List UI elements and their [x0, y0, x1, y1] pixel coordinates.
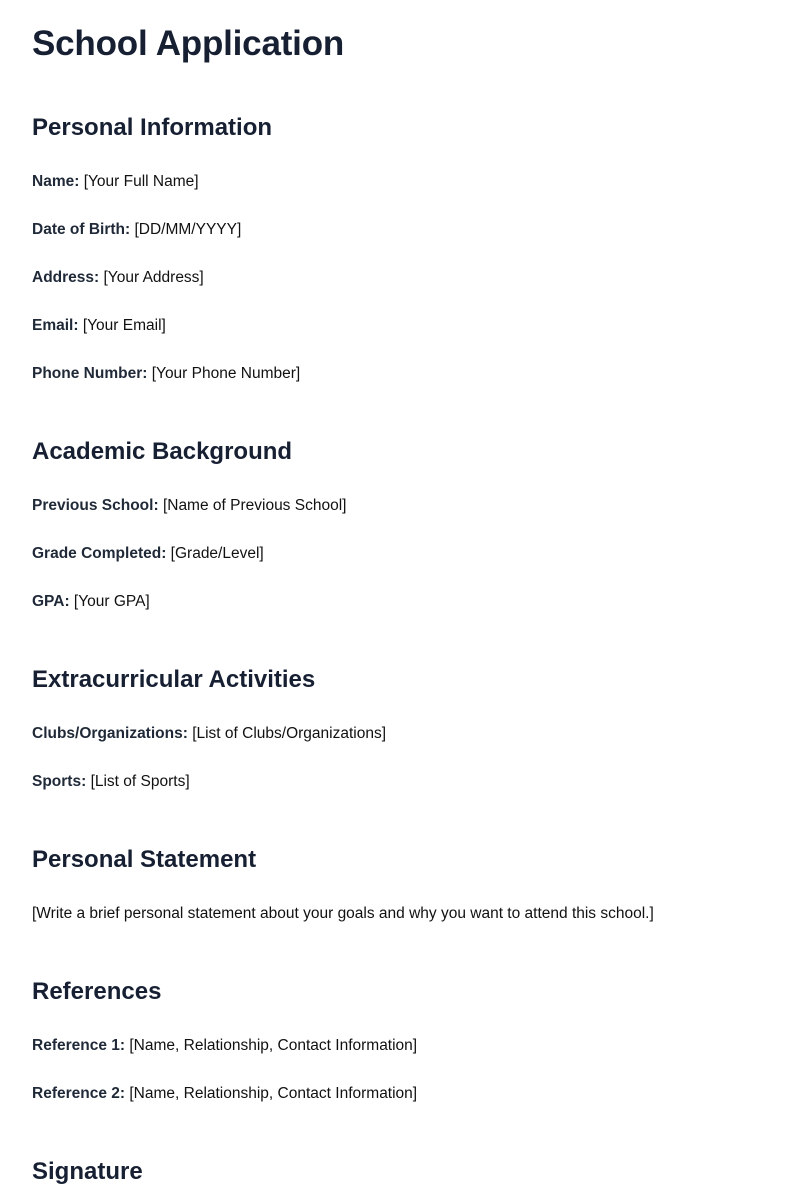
field-value: [Name, Relationship, Contact Information]: [129, 1085, 418, 1102]
field-previous-school: [32, 495, 346, 517]
page-title: School Application: [32, 24, 345, 63]
field-value: [Name of Previous School]: [162, 497, 347, 514]
field-value: [DD/MM/YYYY]: [134, 221, 242, 238]
field-reference-1: [32, 1035, 417, 1057]
field-value: [List of Sports]: [90, 773, 190, 790]
field-label: Reference 1:: [32, 1037, 126, 1054]
field-label: Phone Number:: [32, 365, 148, 382]
field-label: Grade Completed:: [32, 545, 167, 562]
field-label: Date of Birth:: [32, 221, 131, 238]
field-label: Sports:: [32, 773, 87, 790]
section-heading-signature: Signature: [32, 1158, 143, 1185]
field-value: [Grade/Level]: [170, 545, 264, 562]
field-value: [Your Address]: [103, 269, 204, 286]
section-heading-academic-background: Academic Background: [32, 438, 293, 465]
field-address: [32, 267, 204, 289]
field-value: [Your Email]: [82, 317, 166, 334]
field-grade-completed: [32, 543, 264, 565]
field-label: Email:: [32, 317, 79, 334]
field-label: Previous School:: [32, 497, 159, 514]
field-value: [Your Full Name]: [83, 173, 199, 190]
field-date-of-birth: [32, 219, 241, 241]
section-heading-personal-statement: Personal Statement: [32, 846, 257, 873]
personal-statement-text: [Write a brief personal statement about your goals and why you want to attend this school.]: [32, 905, 654, 922]
field-label: Name:: [32, 173, 80, 190]
field-gpa: [32, 591, 150, 613]
field-sports: [32, 771, 190, 793]
field-reference-2: [32, 1083, 417, 1105]
field-value: [Name, Relationship, Contact Information]: [129, 1037, 418, 1054]
section-heading-extracurricular-activities: Extracurricular Activities: [32, 666, 316, 693]
field-value: [Your GPA]: [73, 593, 150, 610]
field-name: [32, 171, 199, 193]
field-value: [List of Clubs/Organizations]: [192, 725, 387, 742]
field-phone-number: [32, 363, 300, 385]
section-heading-personal-information: Personal Information: [32, 114, 273, 141]
field-label: Clubs/Organizations:: [32, 725, 188, 742]
field-email: [32, 315, 166, 337]
field-label: Reference 2:: [32, 1085, 126, 1102]
field-label: Address:: [32, 269, 100, 286]
field-value: [Your Phone Number]: [151, 365, 301, 382]
section-heading-references: References: [32, 978, 162, 1005]
field-clubs-organizations: [32, 723, 386, 745]
field-label: GPA:: [32, 593, 70, 610]
